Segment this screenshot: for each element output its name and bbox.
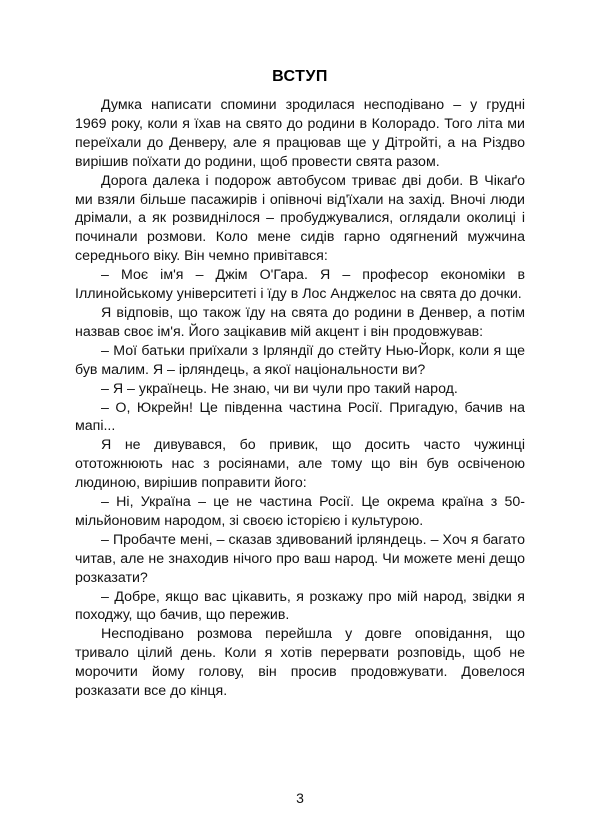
paragraph-1: Думка написати спомини зродилася несподівано – у грудні 1969 року, коли я їхав на свято до родини в Колорадо. Того літа ми переїхали до Денверу, але я працював ще у Дітройті, а на Різдво вирішив поїхати до родини, щоб провести свята разом. — [75, 97, 525, 170]
chapter-body — [75, 96, 525, 701]
paragraph-10: – Пробачте мені, – сказав здивований ірляндець. – Хоч я багато читав, але не знаходив нічого про ваш народ. Чи можете мені дещо розказати? — [75, 531, 525, 586]
page-number: 3 — [296, 790, 304, 806]
paragraph-2: Дорога далека і подорож автобусом триває дві доби. В Чікаґо ми взяли більше пасажирів і опівночі від'їхали на захід. Вночі люди дрімали, а як розвиднілося – пробуджувалися, оглядали околиці і починали розмови. Коло мене сидів гарно одягнений мужчина середнього віку. Він чемно привітався: — [75, 172, 525, 265]
paragraph-6: – Я – українець. Не знаю, чи ви чули про такий народ. — [101, 380, 458, 397]
paragraph-3: – Моє ім'я – Джім О'Гара. Я – професор економіки в Іллинойському університеті і їду в Лос Анджелос на свята до дочки. — [75, 267, 525, 303]
paragraph-9: – Ні, Україна – це не частина Росії. Це окрема країна з 50-мільйоновим народом, зі своєю історією і культурою. — [75, 494, 525, 529]
paragraph-12: Несподівано розмова перейшла у довге оповідання, що тривало цілий день. Коли я хотів перервати розповідь, щоб не морочити йому голову, він просив продовжувати. Довелося розказати все до кінця. — [75, 626, 525, 700]
paragraph-7: – О, Юкрейн! Це південна частина Росії. Пригадую, бачив на мапі... — [75, 399, 525, 435]
paragraph-11: – Добре, якщо вас цікавить, я розкажу про мій народ, звідки я походжу, що бачив, що пережив. — [75, 588, 525, 624]
paragraph-4: Я відповів, що також їду на свята до родини в Денвер, а потім назвав своє ім'я. Його зацікавив мій акцент і він продовжував: — [75, 304, 525, 340]
chapter-title: ВСТУП — [272, 68, 328, 85]
paragraph-8: Я не дивувався, бо привик, що досить часто чужинці ототожнюють нас з росіянами, але тому що він був освіченою людиною, вирішив поправити його: — [75, 437, 525, 492]
paragraph-5: – Мої батьки приїхали з Ірляндії до стейту Нью-Йорк, коли я ще був малим. Я – ірляндець, а якої національности ви? — [75, 342, 525, 378]
